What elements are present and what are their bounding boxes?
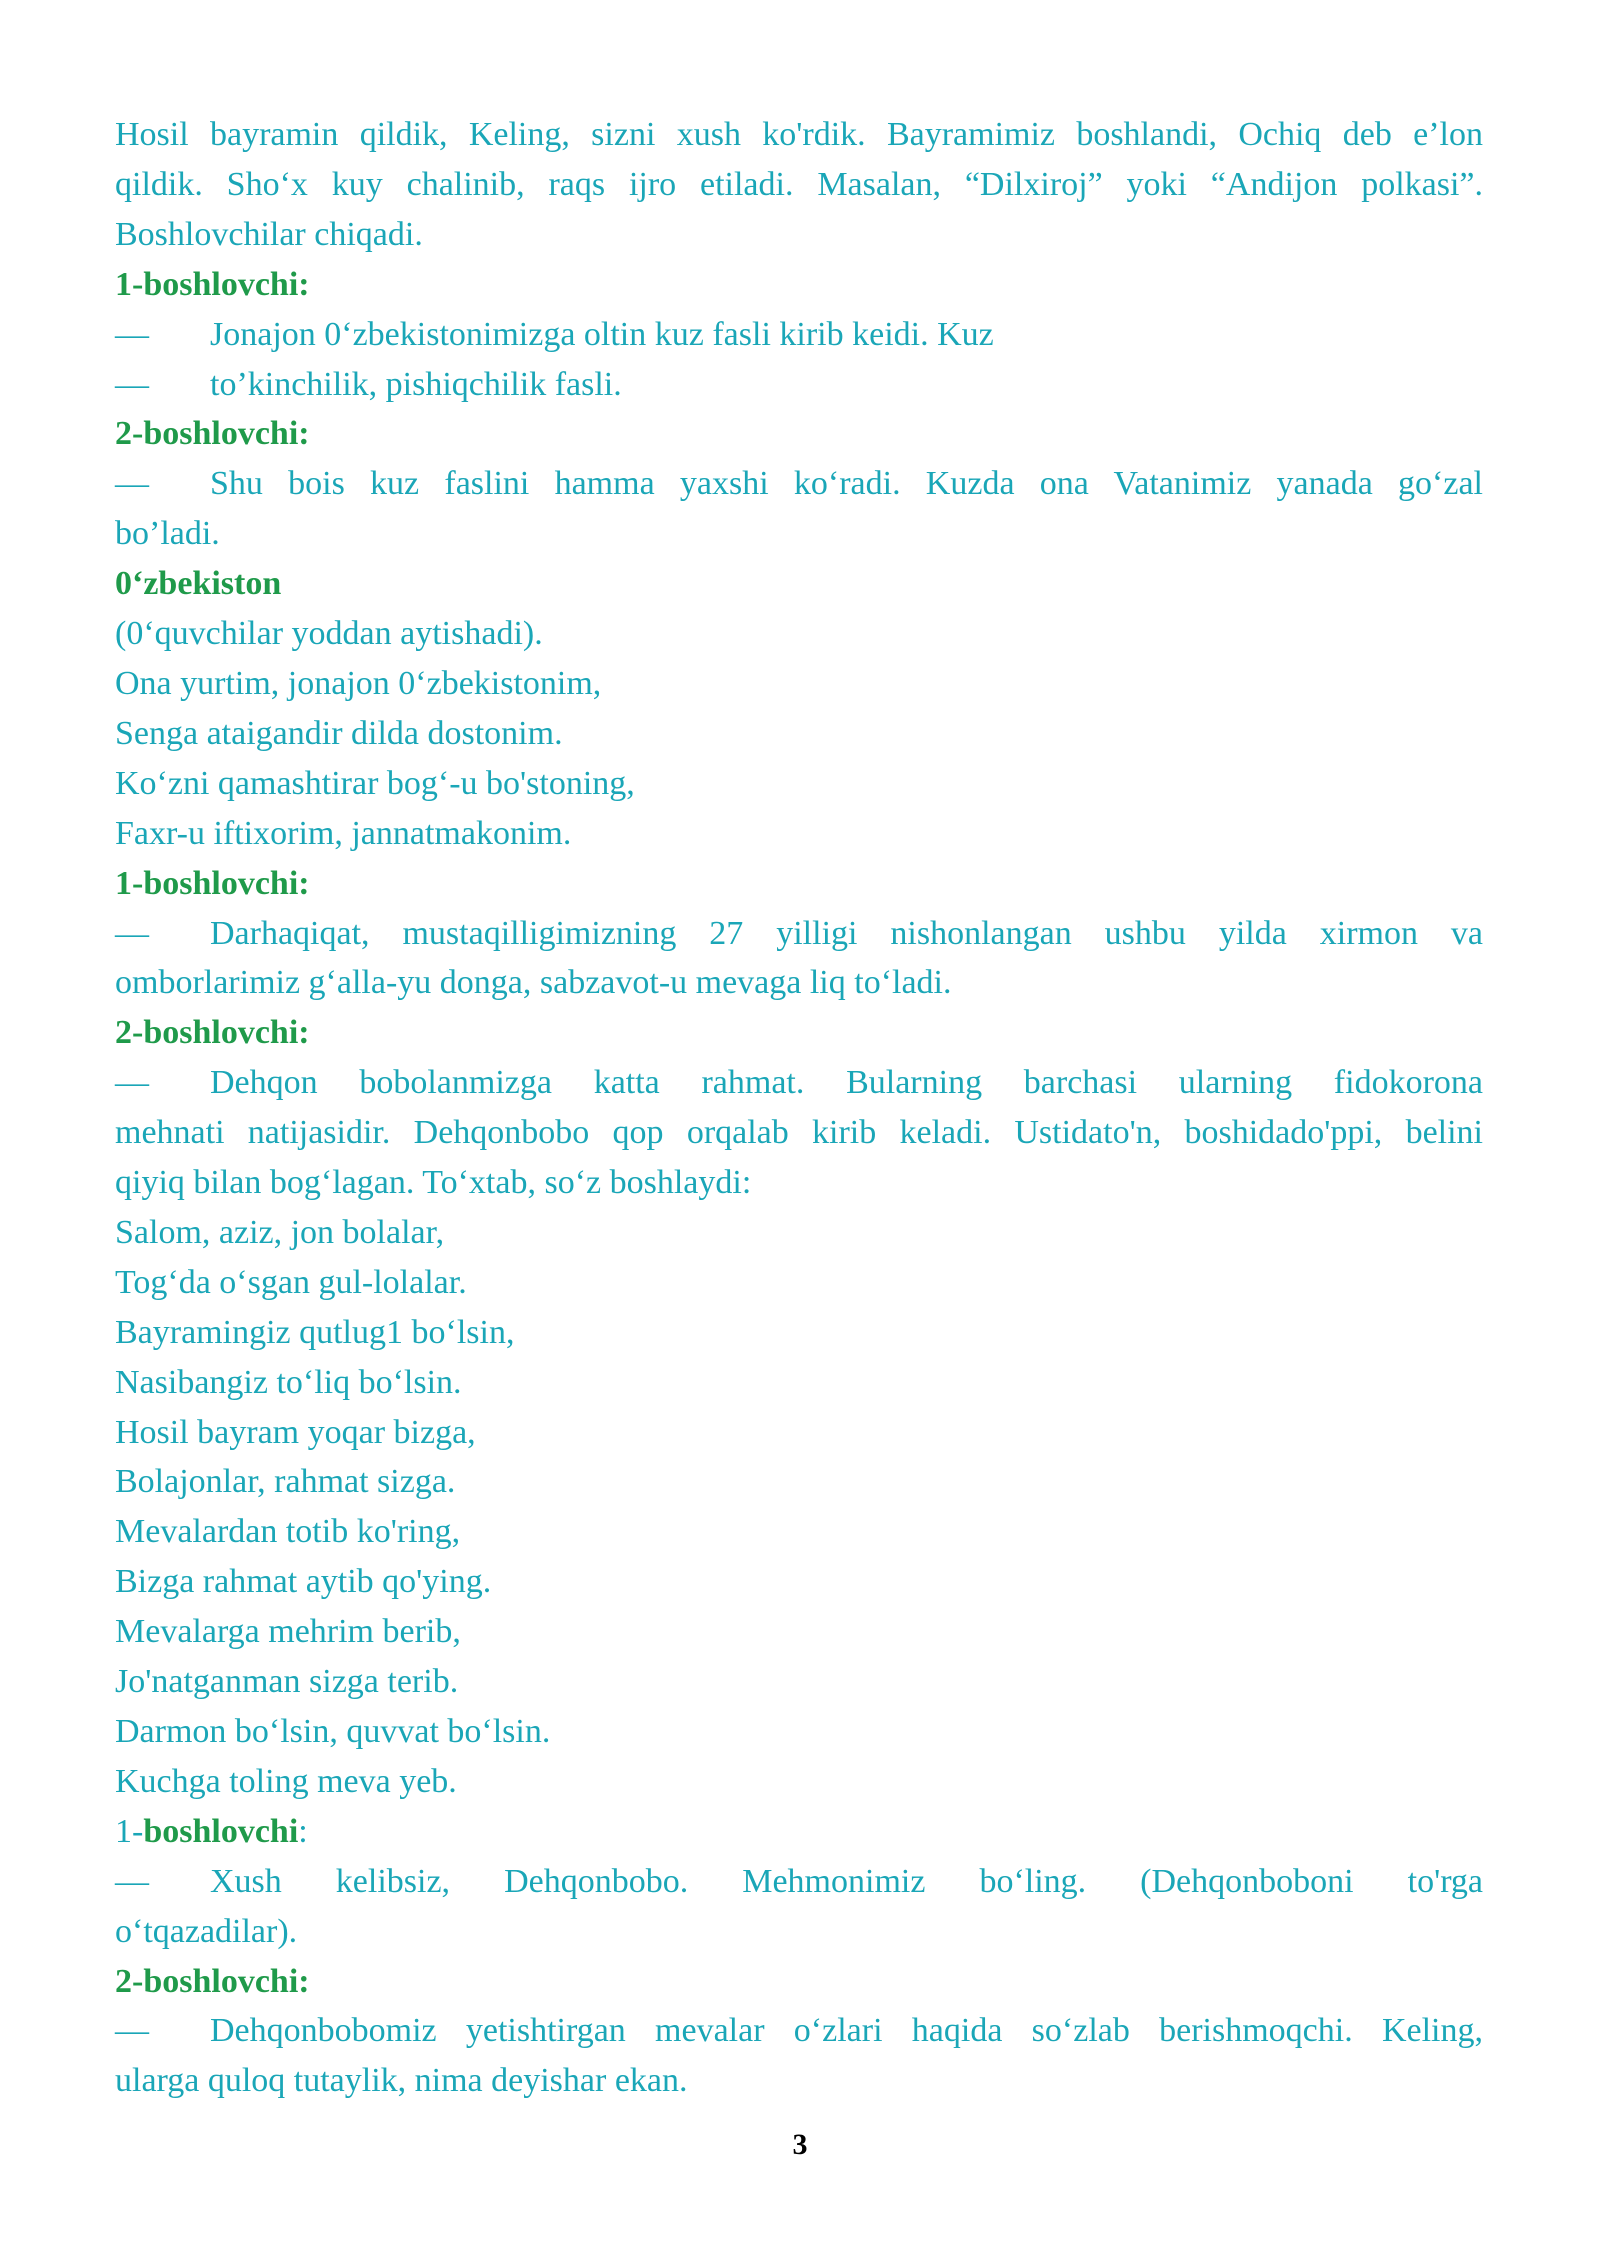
dash-mark: — xyxy=(115,1862,149,1900)
poem-line: Jo'natganman sizga terib. xyxy=(115,1663,459,1701)
dash-mark: — xyxy=(115,914,149,952)
poem-line: Senga ataigandir dilda dostonim. xyxy=(115,714,563,752)
poem-line: Tog‘da o‘sgan gul-lolalar. xyxy=(115,1263,467,1301)
dialogue-text: Jonajon 0‘zbekistonimizga oltin kuz fasli kirib keidi. Kuz xyxy=(210,315,994,353)
dash-mark: — xyxy=(115,2012,149,2050)
dialogue-continuation: omborlarimiz g‘alla-yu donga, sabzavot-u mevaga liq to‘ladi. xyxy=(115,964,952,1002)
poem-title: 0‘zbekiston xyxy=(115,565,282,603)
speaker-label: 1-boshlovchi: xyxy=(115,864,310,902)
intro-line-3: Boshlovchilar chiqadi. xyxy=(115,215,423,253)
dash-mark: — xyxy=(115,1064,149,1102)
poem-line: Salom, aziz, jon bolalar, xyxy=(115,1213,445,1251)
intro-line-2: qildik. Sho‘x kuy chalinib, raqs ijro etiladi. Masalan, “Dilxiroj” yoki “Andijon polkasi”. xyxy=(115,165,1483,203)
dash-mark: — xyxy=(115,465,149,503)
poem-line: Hosil bayram yoqar bizga, xyxy=(115,1413,476,1451)
page-number: 3 xyxy=(792,2128,808,2161)
speaker-colon: : xyxy=(298,1812,308,1850)
poem-line: Bayramingiz qutlug1 bo‘lsin, xyxy=(115,1313,515,1351)
poem-line: Ona yurtim, jonajon 0‘zbekistonim, xyxy=(115,664,602,702)
dialogue-continuation: o‘tqazadilar). xyxy=(115,1912,298,1950)
intro-line-1: Hosil bayramin qildik, Keling, sizni xush ko'rdik. Bayramimiz boshlandi, Ochiq deb e’lon xyxy=(115,116,1483,153)
dialogue-text: Xush kelibsiz, Dehqonbobo. Mehmonimiz bo‘ling. (Dehqonboboni to'rga xyxy=(210,1862,1483,1900)
poem-line: Kuchga toling meva yeb. xyxy=(115,1762,457,1800)
dialogue-line xyxy=(115,310,1483,360)
poem-line: Bolajonlar, rahmat sizga. xyxy=(115,1463,456,1501)
page-body xyxy=(115,110,1483,2106)
dialogue-continuation: bo’ladi. xyxy=(115,515,220,553)
speaker-word: boshlovchi xyxy=(143,1812,299,1850)
poem-line: Ko‘zni qamashtirar bog‘-u bo'stoning, xyxy=(115,764,635,802)
speaker-label: 2-boshlovchi: xyxy=(115,1962,310,2000)
dash-mark: — xyxy=(115,315,149,353)
speaker-label: 2-boshlovchi: xyxy=(115,415,310,453)
dialogue-text: Darhaqiqat, mustaqilligimizning 27 yilligi nishonlangan ushbu yilda xirmon va xyxy=(210,914,1483,952)
dialogue-line xyxy=(115,909,1483,959)
dialogue-line xyxy=(115,1857,1483,1907)
dialogue-text: to’kinchilik, pishiqchilik fasli. xyxy=(210,365,622,403)
dialogue-text: Dehqonbobomiz yetishtirgan mevalar o‘zlari haqida so‘zlab berishmoqchi. Keling, xyxy=(210,2012,1483,2050)
poem-line: Mevalardan totib ko'ring, xyxy=(115,1513,461,1551)
poem-line: Nasibangiz to‘liq bo‘lsin. xyxy=(115,1363,462,1401)
speaker-label: 2-boshlovchi: xyxy=(115,1014,310,1052)
poem-note: (0‘quvchilar yoddan aytishadi). xyxy=(115,615,543,653)
dash-mark: — xyxy=(115,365,149,403)
dialogue-line xyxy=(115,360,1483,410)
poem-line: Bizga rahmat aytib qo'ying. xyxy=(115,1563,492,1601)
dialogue-continuation: qiyiq bilan bog‘lagan. To‘xtab, so‘z boshlaydi: xyxy=(115,1164,752,1202)
speaker-label xyxy=(115,1807,1483,1857)
dialogue-continuation: ularga quloq tutaylik, nima deyishar ekan. xyxy=(115,2062,688,2100)
dialogue-line xyxy=(115,2006,1483,2056)
dialogue-text: Dehqon bobolanmizga katta rahmat. Bularning barchasi ularning fidokorona xyxy=(210,1064,1483,1102)
dialogue-line xyxy=(115,1058,1483,1108)
dialogue-text: Shu bois kuz faslini hamma yaxshi ko‘radi. Kuzda ona Vatanimiz yanada go‘zal xyxy=(210,465,1483,503)
speaker-number: 1- xyxy=(115,1812,144,1850)
dialogue-continuation: mehnati natijasidir. Dehqonbobo qop orqalab kirib keladi. Ustidato'n, boshidado'ppi, belini xyxy=(115,1114,1483,1152)
poem-line: Faxr-u iftixorim, jannatmakonim. xyxy=(115,814,572,852)
poem-line: Darmon bo‘lsin, quvvat bo‘lsin. xyxy=(115,1713,551,1750)
dialogue-line xyxy=(115,459,1483,509)
speaker-label: 1-boshlovchi: xyxy=(115,265,310,303)
poem-line: Mevalarga mehrim berib, xyxy=(115,1613,461,1651)
